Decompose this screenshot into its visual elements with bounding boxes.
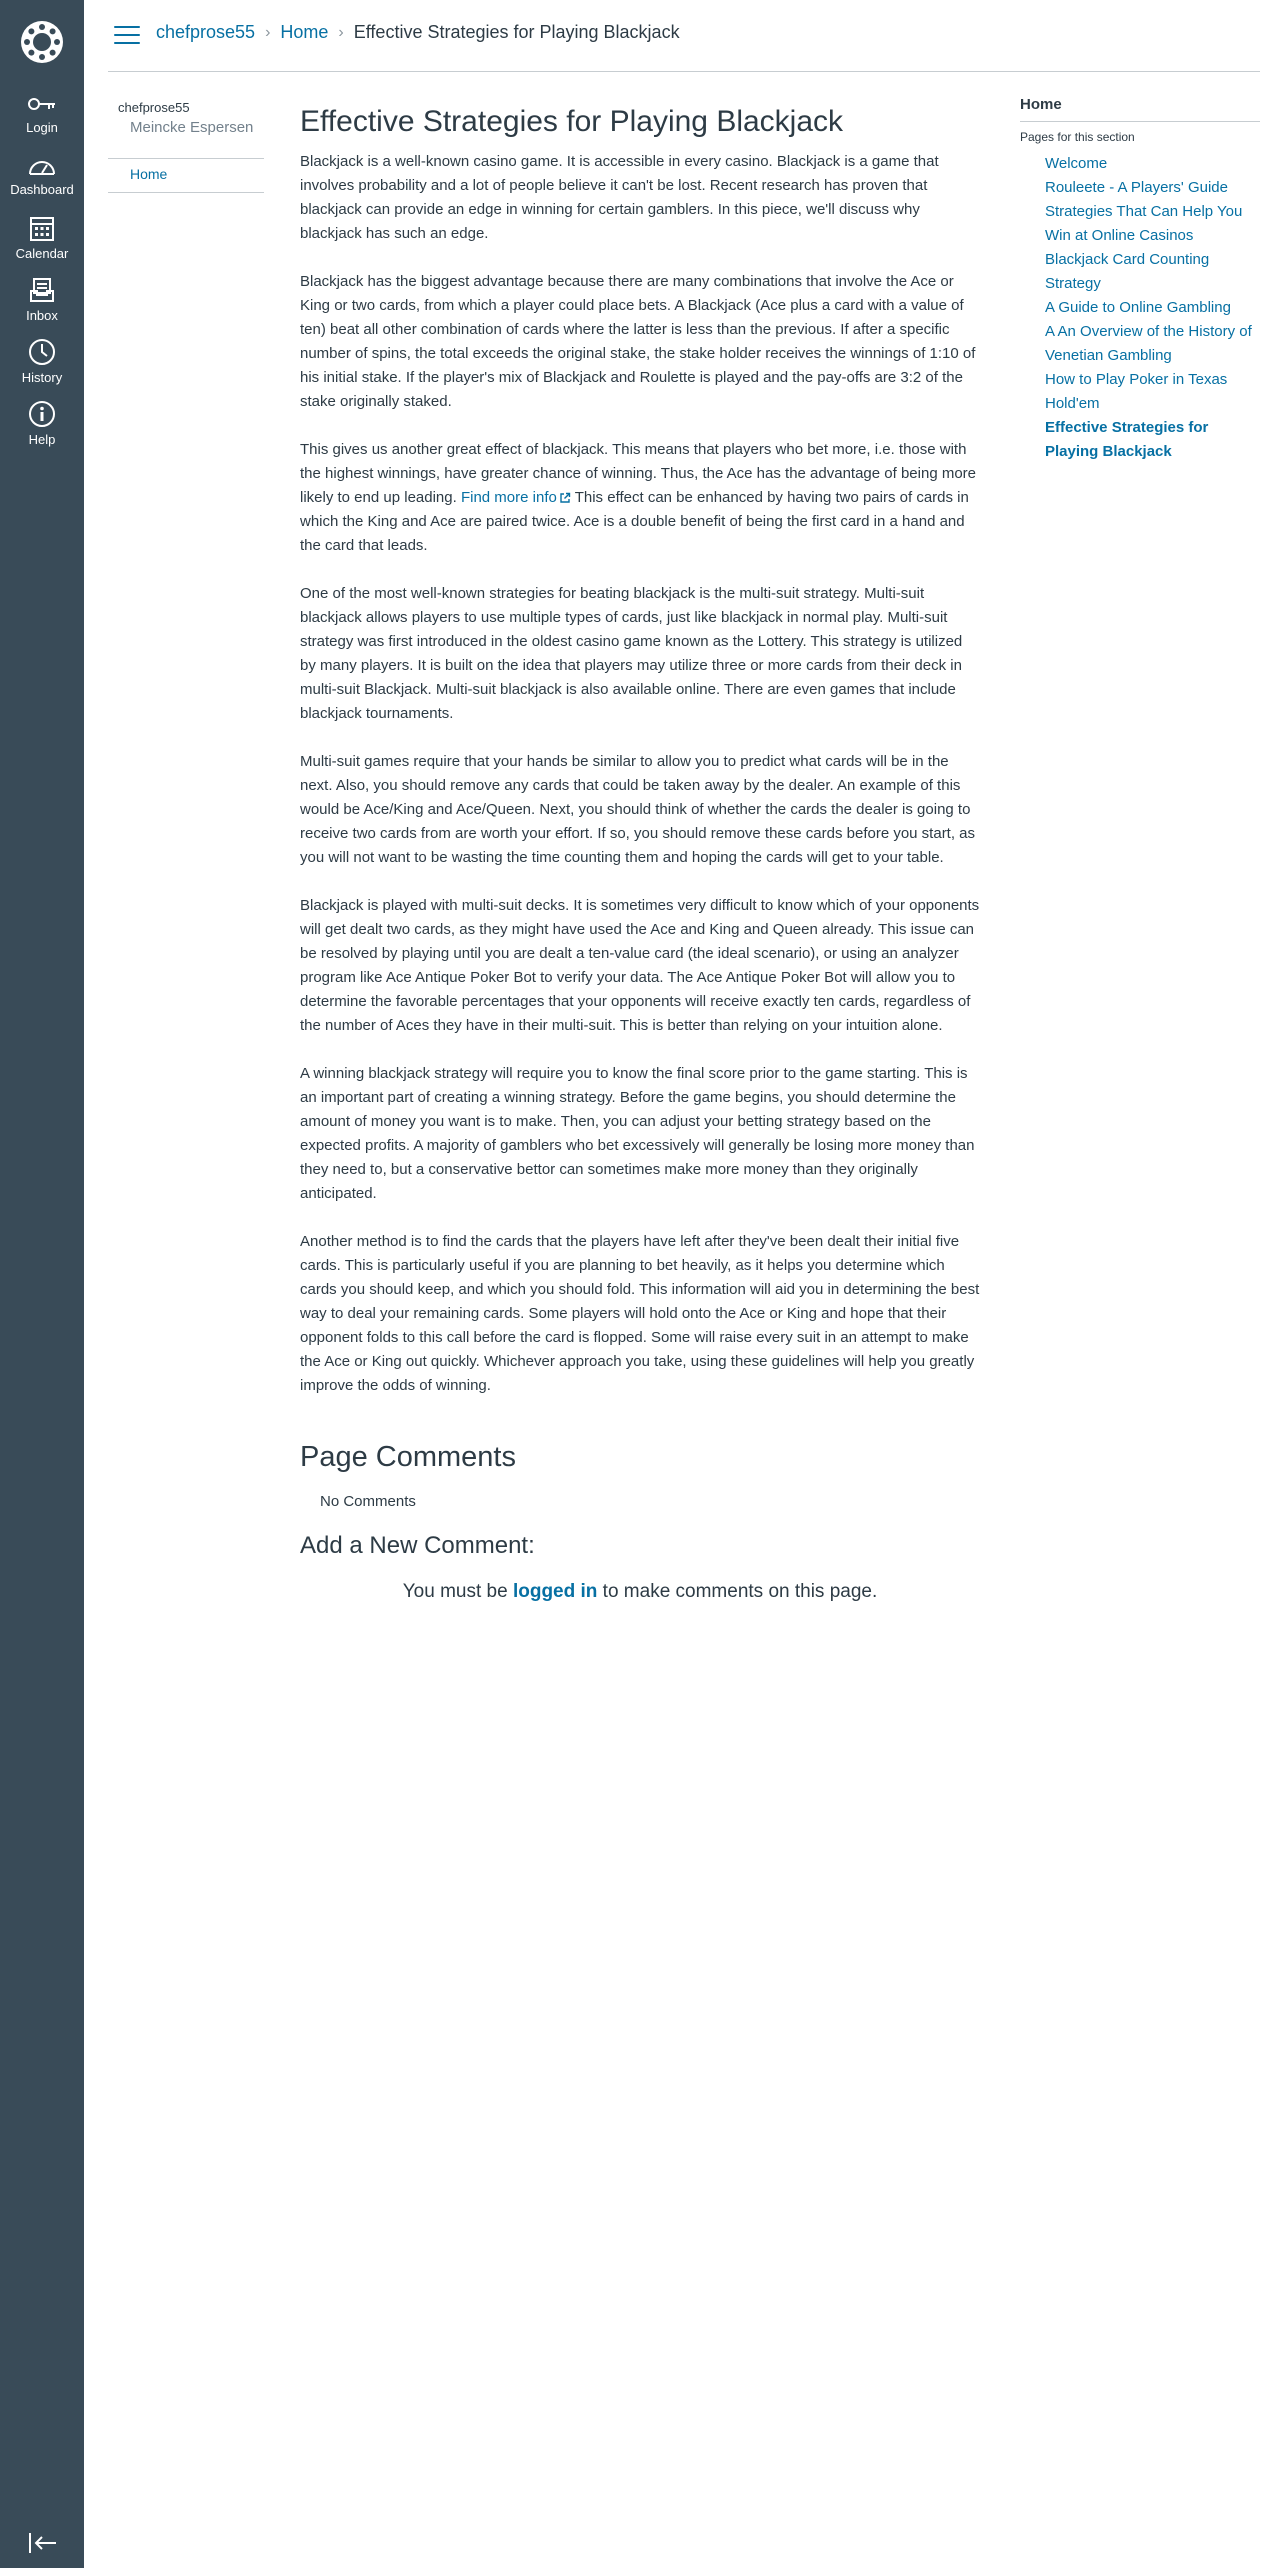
page-link-online-gambling[interactable]: A Guide to Online Gambling	[1045, 299, 1231, 316]
header-divider	[108, 71, 1260, 72]
page-list-item	[1045, 320, 1260, 368]
nav-inbox-label: Inbox	[26, 308, 58, 323]
nav-dashboard-label: Dashboard	[10, 182, 74, 197]
page-list-item-active	[1045, 416, 1260, 464]
pages-list	[1020, 152, 1260, 464]
nav-login[interactable]	[0, 92, 84, 150]
breadcrumb	[156, 22, 680, 43]
global-navigation	[0, 0, 84, 2568]
course-nav-list	[108, 158, 264, 193]
login-prompt-after: to make comments on this page.	[597, 1580, 878, 1602]
nav-inbox[interactable]	[0, 276, 84, 334]
course-code: chefprose55	[118, 100, 190, 115]
article-paragraph: Another method is to find the cards that the players have left after they've been dealt their initial five cards. This is particularly useful if you are planning to bet heavily, as it helps you determine which cards you should keep, and which you should fold. This information will aid you in determining the best way to deal your remaining cards. Some players will hold onto the Ace or King and hope that their opponent folds to this call before the card is flopped. Some will raise every suit in an attempt to make the Ace or King out quickly. Whichever approach you take, using these guidelines will help you greatly improve the odds of winning.	[300, 1233, 980, 1394]
logged-in-link[interactable]: logged in	[512, 1580, 598, 1602]
article-paragraph: Blackjack is played with multi-suit decks. It is sometimes very difficult to know which of your opponents will get dealt two cards, as they might have used the Ace and King and Queen already. This issue can be resolved by playing until you are dealt a ten-value card (the ideal scenario), or using an analyzer program like Ace Antique Poker Bot to verify your data. The Ace Antique Poker Bot will allow you to determine the favorable percentages that your opponents will receive exactly ten cards, regardless of the number of Aces they have in their multi-suit. This is better than relying on your intuition alone.	[300, 897, 980, 1034]
page-list-item	[1045, 296, 1260, 320]
login-prompt-before: You must be	[402, 1580, 513, 1602]
add-comment-title: Add a New Comment:	[300, 1531, 535, 1559]
page-comments-title: Page Comments	[300, 1441, 516, 1473]
nav-help-label: Help	[28, 432, 56, 447]
hamburger-menu-icon[interactable]	[114, 26, 140, 46]
breadcrumb-course-link[interactable]: chefprose55	[156, 22, 256, 42]
page-link-venetian-history[interactable]: A An Overview of the History of Venetian Gambling	[1045, 323, 1252, 364]
article-paragraph: Blackjack is a well-known casino game. It is accessible in every casino. Blackjack is a game that involves probability and a lot of people believe it can't be lost. Recent research has proven that blackjack can provide an edge in winning for certain gamblers. In this piece, we'll discuss why blackjack has such an edge.	[300, 153, 939, 242]
nav-history[interactable]	[0, 338, 84, 396]
collapse-nav-icon[interactable]	[28, 2530, 58, 2556]
main-content	[300, 100, 980, 1603]
external-link-icon	[559, 492, 571, 504]
chevron-right-icon: ›	[338, 23, 344, 41]
page-list-item	[1045, 248, 1260, 296]
page-link-strategies-online-casinos[interactable]: Strategies That Can Help You Win at Online Casinos	[1045, 203, 1243, 244]
nav-calendar-label: Calendar	[15, 246, 69, 261]
page-link-card-counting[interactable]: Blackjack Card Counting Strategy	[1045, 251, 1210, 292]
login-icon	[27, 92, 57, 116]
login-prompt	[300, 1581, 980, 1603]
nav-login-label: Login	[26, 120, 58, 135]
right-sidebar	[1020, 96, 1260, 464]
nav-help[interactable]	[0, 400, 84, 458]
find-more-info-label: Find more info	[460, 489, 557, 506]
history-icon	[27, 338, 57, 366]
article-body	[300, 150, 980, 1398]
pages-section-label: Pages for this section	[1020, 130, 1135, 144]
paragraph-text: This effect can be enhanced by having two pairs of cards in which the King and Ace are paired twice. Ace is a double benefit of being the first card in a hand and the card that leads.	[300, 489, 969, 554]
course-navigation	[108, 100, 264, 193]
page-link-blackjack[interactable]: Effective Strategies for Playing Blackjack	[1045, 419, 1209, 460]
page-title: Effective Strategies for Playing Blackjack	[300, 105, 844, 138]
dashboard-icon	[27, 154, 57, 178]
page-link-texas-holdem[interactable]: How to Play Poker in Texas Hold'em	[1045, 371, 1228, 412]
article-paragraph: One of the most well-known strategies for beating blackjack is the multi-suit strategy. Multi-suit blackjack allows players to use multiple types of cards, just like blackjack in normal play. Multi-suit strategy was first introduced in the oldest casino game known as the Lottery. This strategy is utilized by many players. It is built on the idea that players may utilize three or more cards from their deck in multi-suit Blackjack. Multi-suit blackjack is also available online. There are even games that include blackjack tournaments.	[300, 585, 963, 722]
page-list-item	[1045, 152, 1260, 176]
calendar-icon	[27, 214, 57, 242]
breadcrumb-home-link[interactable]: Home	[280, 22, 329, 42]
breadcrumb-current: Effective Strategies for Playing Blackjack	[353, 22, 680, 42]
page-list-item	[1045, 200, 1260, 248]
chevron-right-icon: ›	[265, 23, 271, 41]
page-link-welcome[interactable]: Welcome	[1045, 155, 1108, 172]
article-paragraph: A winning blackjack strategy will require you to know the final score prior to the game starting. This is an important part of creating a winning strategy. Before the game begins, you should determine the amount of money you want is to make. Then, you can adjust your betting strategy based on the expected profits. A majority of gamblers who bet excessively will generally be losing more money than they need to, but a conservative bettor can sometimes make more money than they originally anticipated.	[300, 1065, 975, 1202]
right-sidebar-home: Home	[1020, 96, 1260, 122]
course-user-name: Meincke Espersen	[130, 119, 254, 136]
article-paragraph	[300, 438, 980, 558]
nav-history-label: History	[21, 370, 63, 385]
course-nav-home-link[interactable]: Home	[130, 166, 168, 182]
paragraph-text: This gives us another great effect of blackjack. This means that players who bet more, i.e. those with the highest winnings, have greater chance of winning. Thus, the Ace has the advantage of being more likely to end up leading.	[300, 441, 977, 506]
page-list-item	[1045, 176, 1260, 200]
nav-calendar[interactable]	[0, 214, 84, 272]
article-paragraph: Blackjack has the biggest advantage because there are many combinations that involve the Ace or King or two cards, from which a player could place bets. A Blackjack (Ace plus a card with a value of ten) beat all other combination of cards where the latter is less than the previous. If after a specific number of spins, the total exceeds the original stake, the stake holder receives the winnings of 1:10 of his initial stake. If the player's mix of Blackjack and Roulette is played and the pay-offs are 3:2 of the stake originally staked.	[300, 273, 976, 410]
nav-dashboard[interactable]	[0, 154, 84, 212]
canvas-logo-icon[interactable]	[20, 20, 64, 64]
inbox-icon	[27, 276, 57, 304]
page-link-rouleete[interactable]: Rouleete - A Players' Guide	[1045, 179, 1228, 196]
page-list-item	[1045, 368, 1260, 416]
no-comments-text: No Comments	[320, 1492, 416, 1510]
find-more-info-link[interactable]	[461, 489, 571, 506]
article-paragraph: Multi-suit games require that your hands be similar to allow you to predict what cards will be in the next. Also, you should remove any cards that could be taken away by the dealer. An example of this would be Ace/King and Ace/Queen. Next, you should think of whether the cards the dealer is going to receive two cards from are worth your effort. If so, you should remove these cards before you start, as you will not want to be wasting the time counting them and hoping the cards will get to your table.	[300, 753, 976, 866]
help-icon	[27, 400, 57, 428]
